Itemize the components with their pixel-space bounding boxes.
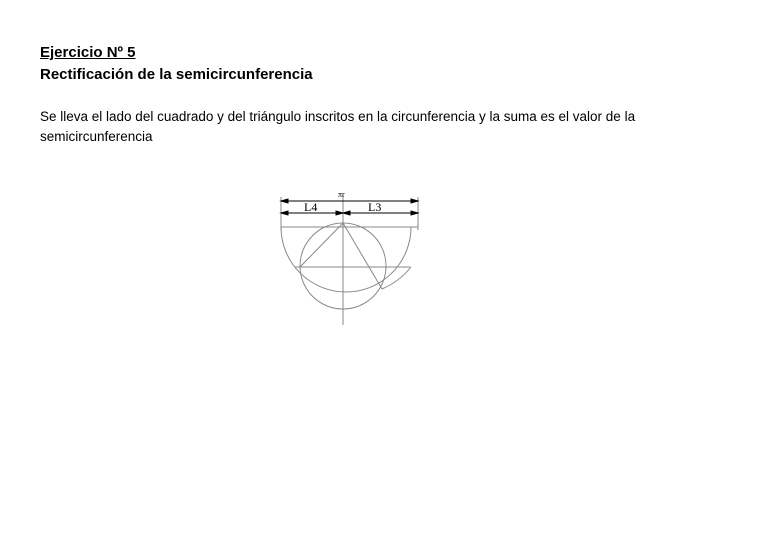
geometry-figure — [270, 185, 430, 335]
exercise-subtitle: Rectificación de la semicircunferencia — [40, 66, 313, 83]
arrow-left-2 — [281, 211, 288, 215]
l3-label: L3 — [368, 200, 382, 214]
pi-r-label: πr — [338, 190, 345, 199]
l4-label: L4 — [304, 200, 318, 214]
exercise-description: Se lleva el lado del cuadrado y del triángulo inscritos en la circunferencia y la suma es el valor de la semicircunferencia — [40, 109, 636, 144]
triangle-side — [343, 223, 382, 289]
arrow-right — [411, 199, 418, 203]
arrow-left — [281, 199, 288, 203]
arrow-mid-right — [343, 211, 350, 215]
arrow-right-2 — [411, 211, 418, 215]
square-side — [300, 223, 343, 267]
exercise-title: Ejercicio Nº 5 — [40, 44, 136, 61]
